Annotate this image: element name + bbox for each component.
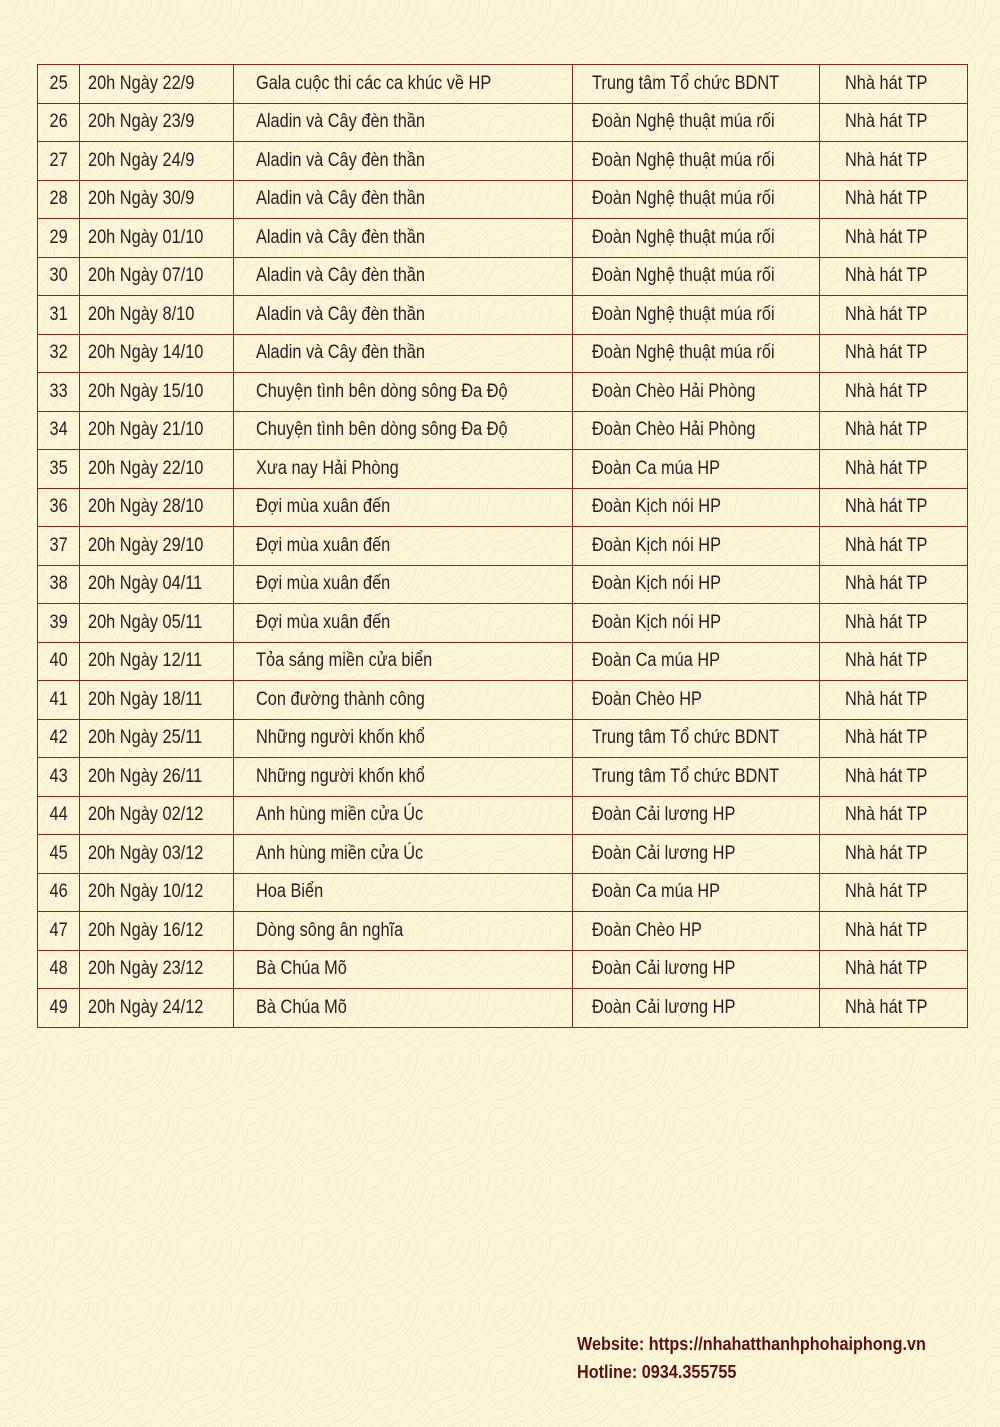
row-number: 37: [38, 527, 80, 566]
row-title: Dòng sông ân nghĩa: [234, 912, 573, 951]
row-organizer: Trung tâm Tổ chức BDNT: [573, 758, 820, 797]
row-title: Con đường thành công: [234, 681, 573, 720]
row-organizer: Trung tâm Tổ chức BDNT: [573, 65, 820, 104]
row-venue: Nhà hát TP: [820, 873, 968, 912]
row-organizer: Đoàn Cải lương HP: [573, 950, 820, 989]
row-title: Aladin và Cây đèn thần: [234, 296, 573, 335]
row-venue: Nhà hát TP: [820, 565, 968, 604]
row-venue: Nhà hát TP: [820, 257, 968, 296]
table-row: [38, 719, 968, 758]
row-time: 20h Ngày 05/11: [80, 604, 234, 643]
row-venue: Nhà hát TP: [820, 411, 968, 450]
row-venue: Nhà hát TP: [820, 604, 968, 643]
row-number: 45: [38, 835, 80, 874]
row-number: 29: [38, 219, 80, 258]
row-title: Aladin và Cây đèn thần: [234, 142, 573, 181]
row-number: 35: [38, 450, 80, 489]
row-time: 20h Ngày 16/12: [80, 912, 234, 951]
row-venue: Nhà hát TP: [820, 989, 968, 1028]
row-time: 20h Ngày 23/12: [80, 950, 234, 989]
table-row: [38, 835, 968, 874]
row-number: 43: [38, 758, 80, 797]
row-time: 20h Ngày 28/10: [80, 488, 234, 527]
row-title: Gala cuộc thi các ca khúc về HP: [234, 65, 573, 104]
footer: [577, 1330, 965, 1386]
row-number: 48: [38, 950, 80, 989]
row-number: 44: [38, 796, 80, 835]
row-title: Đợi mùa xuân đến: [234, 604, 573, 643]
row-number: 49: [38, 989, 80, 1028]
row-number: 38: [38, 565, 80, 604]
row-number: 33: [38, 373, 80, 412]
row-venue: Nhà hát TP: [820, 65, 968, 104]
row-number: 26: [38, 103, 80, 142]
row-organizer: Đoàn Nghệ thuật múa rối: [573, 257, 820, 296]
row-venue: Nhà hát TP: [820, 758, 968, 797]
website-line[interactable]: Website: https://nhahatthanhphohaiphong.vn: [577, 1334, 926, 1354]
row-title: Bà Chúa Mõ: [234, 989, 573, 1028]
row-organizer: Đoàn Nghệ thuật múa rối: [573, 219, 820, 258]
row-venue: Nhà hát TP: [820, 796, 968, 835]
row-time: 20h Ngày 12/11: [80, 642, 234, 681]
table-row: [38, 450, 968, 489]
row-title: Bà Chúa Mõ: [234, 950, 573, 989]
row-venue: Nhà hát TP: [820, 142, 968, 181]
table-row: [38, 565, 968, 604]
row-title: Aladin và Cây đèn thần: [234, 334, 573, 373]
row-organizer: Đoàn Chèo HP: [573, 681, 820, 720]
row-title: Anh hùng miền cửa Úc: [234, 835, 573, 874]
row-venue: Nhà hát TP: [820, 912, 968, 951]
row-organizer: Đoàn Ca múa HP: [573, 450, 820, 489]
row-title: Aladin và Cây đèn thần: [234, 103, 573, 142]
row-venue: Nhà hát TP: [820, 835, 968, 874]
row-title: Những người khốn khổ: [234, 719, 573, 758]
row-organizer: Đoàn Kịch nói HP: [573, 527, 820, 566]
row-venue: Nhà hát TP: [820, 373, 968, 412]
row-time: 20h Ngày 18/11: [80, 681, 234, 720]
row-title: Aladin và Cây đèn thần: [234, 257, 573, 296]
row-organizer: Đoàn Nghệ thuật múa rối: [573, 334, 820, 373]
row-number: 42: [38, 719, 80, 758]
row-organizer: Đoàn Cải lương HP: [573, 796, 820, 835]
row-organizer: Đoàn Kịch nói HP: [573, 488, 820, 527]
row-venue: Nhà hát TP: [820, 103, 968, 142]
row-organizer: Đoàn Nghệ thuật múa rối: [573, 103, 820, 142]
row-number: 34: [38, 411, 80, 450]
table-row: [38, 142, 968, 181]
row-title: Những người khốn khổ: [234, 758, 573, 797]
row-title: Đợi mùa xuân đến: [234, 527, 573, 566]
schedule-body: [38, 65, 968, 1028]
row-number: 32: [38, 334, 80, 373]
row-time: 20h Ngày 29/10: [80, 527, 234, 566]
row-venue: Nhà hát TP: [820, 180, 968, 219]
row-title: Aladin và Cây đèn thần: [234, 219, 573, 258]
row-organizer: Đoàn Nghệ thuật múa rối: [573, 180, 820, 219]
table-row: [38, 103, 968, 142]
row-number: 28: [38, 180, 80, 219]
row-time: 20h Ngày 04/11: [80, 565, 234, 604]
schedule-table: [37, 64, 968, 1028]
row-venue: Nhà hát TP: [820, 950, 968, 989]
row-venue: Nhà hát TP: [820, 488, 968, 527]
row-organizer: Đoàn Cải lương HP: [573, 989, 820, 1028]
row-title: Đợi mùa xuân đến: [234, 488, 573, 527]
table-row: [38, 642, 968, 681]
table-row: [38, 604, 968, 643]
row-time: 20h Ngày 22/10: [80, 450, 234, 489]
row-time: 20h Ngày 10/12: [80, 873, 234, 912]
row-venue: Nhà hát TP: [820, 450, 968, 489]
row-time: 20h Ngày 21/10: [80, 411, 234, 450]
row-time: 20h Ngày 22/9: [80, 65, 234, 104]
row-number: 40: [38, 642, 80, 681]
row-number: 46: [38, 873, 80, 912]
table-row: [38, 334, 968, 373]
table-row: [38, 296, 968, 335]
row-organizer: Đoàn Chèo HP: [573, 912, 820, 951]
row-time: 20h Ngày 14/10: [80, 334, 234, 373]
row-number: 30: [38, 257, 80, 296]
row-venue: Nhà hát TP: [820, 642, 968, 681]
row-number: 31: [38, 296, 80, 335]
row-time: 20h Ngày 25/11: [80, 719, 234, 758]
row-organizer: Đoàn Kịch nói HP: [573, 565, 820, 604]
row-venue: Nhà hát TP: [820, 219, 968, 258]
row-venue: Nhà hát TP: [820, 296, 968, 335]
row-title: Chuyện tình bên dòng sông Đa Độ: [234, 373, 573, 412]
row-venue: Nhà hát TP: [820, 681, 968, 720]
row-title: Đợi mùa xuân đến: [234, 565, 573, 604]
row-organizer: Đoàn Kịch nói HP: [573, 604, 820, 643]
row-organizer: Đoàn Nghệ thuật múa rối: [573, 296, 820, 335]
row-venue: Nhà hát TP: [820, 527, 968, 566]
row-time: 20h Ngày 30/9: [80, 180, 234, 219]
hotline-line[interactable]: Hotline: 0934.355755: [577, 1362, 737, 1382]
table-row: [38, 950, 968, 989]
row-time: 20h Ngày 24/9: [80, 142, 234, 181]
row-time: 20h Ngày 03/12: [80, 835, 234, 874]
row-title: Xưa nay Hải Phòng: [234, 450, 573, 489]
table-row: [38, 257, 968, 296]
row-time: 20h Ngày 15/10: [80, 373, 234, 412]
row-number: 39: [38, 604, 80, 643]
row-number: 47: [38, 912, 80, 951]
row-time: 20h Ngày 24/12: [80, 989, 234, 1028]
row-venue: Nhà hát TP: [820, 334, 968, 373]
table-row: [38, 527, 968, 566]
row-number: 41: [38, 681, 80, 720]
table-row: [38, 65, 968, 104]
table-row: [38, 912, 968, 951]
row-organizer: Trung tâm Tổ chức BDNT: [573, 719, 820, 758]
row-number: 36: [38, 488, 80, 527]
row-time: 20h Ngày 02/12: [80, 796, 234, 835]
row-venue: Nhà hát TP: [820, 719, 968, 758]
row-number: 25: [38, 65, 80, 104]
row-title: Hoa Biển: [234, 873, 573, 912]
row-title: Chuyện tình bên dòng sông Đa Độ: [234, 411, 573, 450]
row-time: 20h Ngày 01/10: [80, 219, 234, 258]
table-row: [38, 411, 968, 450]
row-title: Aladin và Cây đèn thần: [234, 180, 573, 219]
row-organizer: Đoàn Cải lương HP: [573, 835, 820, 874]
table-row: [38, 796, 968, 835]
table-row: [38, 873, 968, 912]
row-time: 20h Ngày 8/10: [80, 296, 234, 335]
row-time: 20h Ngày 07/10: [80, 257, 234, 296]
row-organizer: Đoàn Ca múa HP: [573, 873, 820, 912]
table-row: [38, 373, 968, 412]
row-title: Anh hùng miền cửa Úc: [234, 796, 573, 835]
row-organizer: Đoàn Chèo Hải Phòng: [573, 411, 820, 450]
row-organizer: Đoàn Nghệ thuật múa rối: [573, 142, 820, 181]
row-organizer: Đoàn Chèo Hải Phòng: [573, 373, 820, 412]
row-title: Tỏa sáng miền cửa biển: [234, 642, 573, 681]
table-row: [38, 180, 968, 219]
table-row: [38, 989, 968, 1028]
row-organizer: Đoàn Ca múa HP: [573, 642, 820, 681]
row-time: 20h Ngày 26/11: [80, 758, 234, 797]
table-row: [38, 758, 968, 797]
table-row: [38, 681, 968, 720]
row-time: 20h Ngày 23/9: [80, 103, 234, 142]
row-number: 27: [38, 142, 80, 181]
table-row: [38, 219, 968, 258]
table-row: [38, 488, 968, 527]
